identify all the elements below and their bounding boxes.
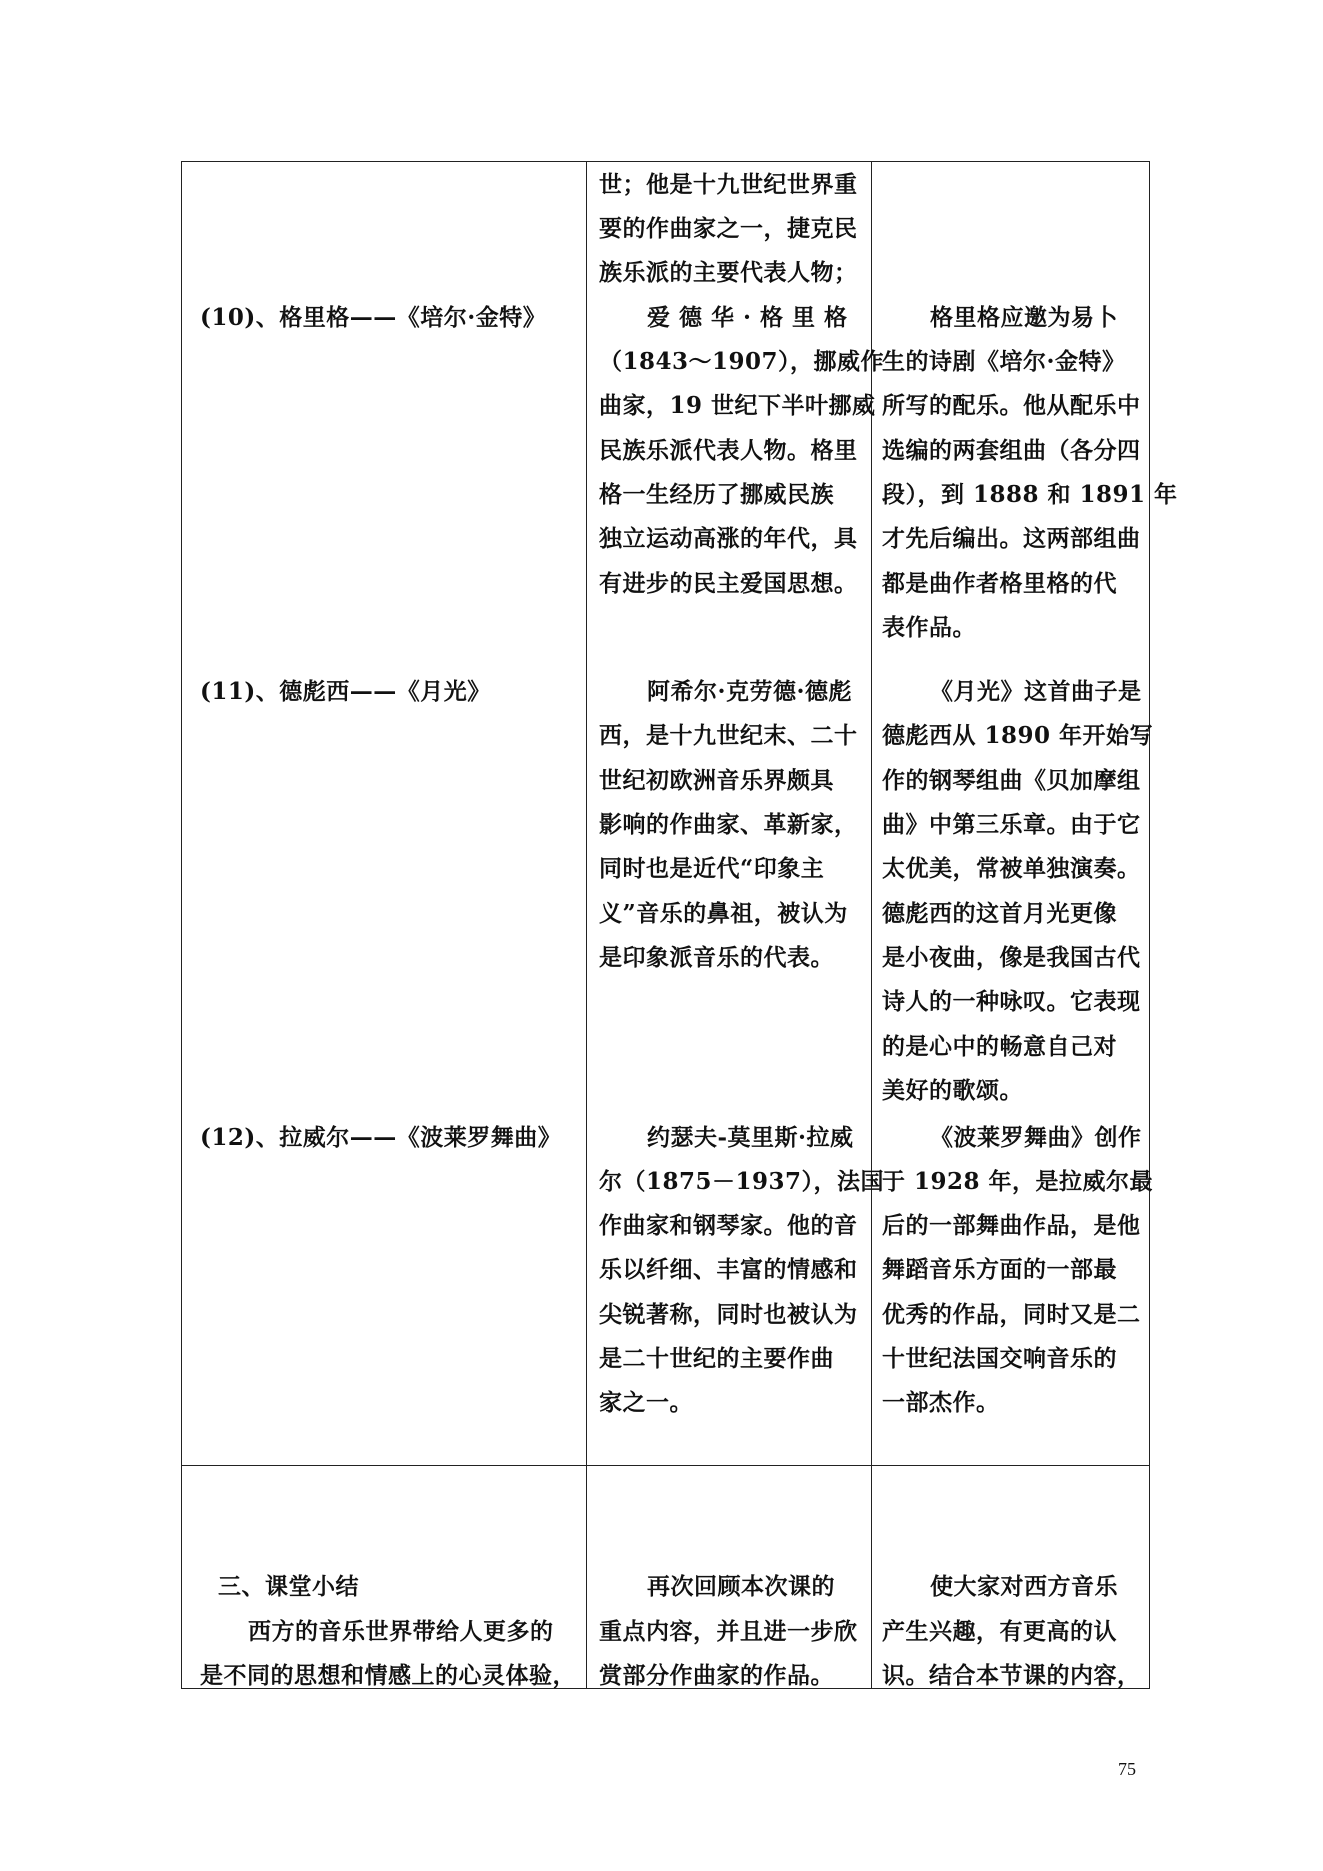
row-12-title: (12)、拉威尔——《波莱罗舞曲》 — [200, 1124, 562, 1151]
work-line: 曲》中第三乐章。由于它 — [882, 811, 1141, 838]
summary-line: 重点内容，并且进一步欣 — [599, 1618, 858, 1645]
work-line: 才先后编出。这两部组曲 — [882, 525, 1141, 552]
work-line: 表作品。 — [882, 614, 976, 641]
work-line: 的是心中的畅意自己对 — [882, 1033, 1117, 1060]
bio-line: 曲家，19 世纪下半叶挪威 — [599, 392, 876, 419]
work-line: 一部杰作。 — [882, 1389, 1000, 1416]
bio-line: 约瑟夫-莫里斯·拉威 — [647, 1124, 854, 1151]
bio-line: 影响的作曲家、革新家， — [599, 811, 858, 838]
bio-line: 同时也是近代“印象主 — [599, 855, 825, 882]
bio-line: 家之一。 — [599, 1389, 693, 1416]
work-line: 诗人的一种咏叹。它表现 — [882, 988, 1141, 1015]
summary-title-cell — [182, 1466, 587, 1689]
summary-line: 产生兴趣，有更高的认 — [882, 1618, 1117, 1645]
work-description-cell — [872, 162, 1178, 1466]
bio-line: 乐以纤细、丰富的情感和 — [599, 1256, 858, 1283]
work-line: 优秀的作品，同时又是二 — [882, 1301, 1141, 1328]
summary-purpose-cell — [872, 1466, 1150, 1689]
bio-line: 义”音乐的鼻祖，被认为 — [599, 900, 848, 927]
work-line: 后的一部舞曲作品，是他 — [882, 1212, 1141, 1239]
work-line: 于 1928 年，是拉威尔最 — [882, 1168, 1154, 1195]
composer-title-cell — [182, 162, 587, 1466]
work-line: 美好的歌颂。 — [882, 1077, 1023, 1104]
work-line: 德彪西从 1890 年开始写 — [882, 722, 1154, 749]
bio-line: 有进步的民主爱国思想。 — [599, 570, 858, 597]
work-line: 所写的配乐。他从配乐中 — [882, 392, 1141, 419]
summary-activity-cell — [587, 1466, 872, 1689]
work-line: 选编的两套组曲（各分四 — [882, 437, 1141, 464]
lesson-table — [181, 161, 1178, 1689]
work-line: 段），到 1888 和 1891 年 — [882, 481, 1178, 508]
work-line: 《月光》这首曲子是 — [930, 678, 1142, 705]
bio-line: 是印象派音乐的代表。 — [599, 944, 834, 971]
bio-line: 阿希尔·克劳德·德彪 — [647, 678, 853, 705]
bio-line: 尖锐著称，同时也被认为 — [599, 1301, 858, 1328]
bio-line: 格一生经历了挪威民族 — [599, 481, 834, 508]
bio-line: 独立运动高涨的年代，具 — [599, 525, 858, 552]
bio-line: 世纪初欧洲音乐界颇具 — [599, 767, 834, 794]
bio-line: 世；他是十九世纪世界重 — [599, 171, 858, 198]
bio-line: 尔（1875－1937），法国 — [599, 1168, 885, 1195]
table-row-composers — [182, 162, 1150, 1466]
table-row-summary — [182, 1466, 1150, 1689]
bio-line: 族乐派的主要代表人物； — [599, 259, 858, 286]
work-line: 《波莱罗舞曲》创作 — [930, 1124, 1142, 1151]
bio-line: 爱 德 华 · 格 里 格 — [647, 304, 848, 331]
summary-heading: 三、课堂小结 — [218, 1573, 359, 1600]
row-10-title: (10)、格里格——《培尔·金特》 — [200, 304, 547, 331]
work-line: 德彪西的这首月光更像 — [882, 900, 1117, 927]
bio-line: 要的作曲家之一，捷克民 — [599, 215, 858, 242]
bio-line: 是二十世纪的主要作曲 — [599, 1345, 834, 1372]
bio-line: 作曲家和钢琴家。他的音 — [599, 1212, 858, 1239]
work-line: 格里格应邀为易卜 — [930, 304, 1118, 331]
bio-line: 民族乐派代表人物。格里 — [599, 437, 858, 464]
summary-line: 识。结合本节课的内容， — [882, 1662, 1141, 1689]
work-line: 都是曲作者格里格的代 — [882, 570, 1117, 597]
work-line: 是小夜曲，像是我国古代 — [882, 944, 1141, 971]
bio-line: 西，是十九世纪末、二十 — [599, 722, 858, 749]
summary-line: 赏部分作曲家的作品。 — [599, 1662, 834, 1689]
summary-line: 使大家对西方音乐 — [930, 1573, 1118, 1600]
work-line: 太优美，常被单独演奏。 — [882, 855, 1141, 882]
composer-bio-cell — [587, 162, 885, 1466]
page-number: 75 — [1118, 1759, 1136, 1779]
row-11-title: (11)、德彪西——《月光》 — [200, 678, 491, 705]
summary-line: 西方的音乐世界带给人更多的 — [248, 1618, 554, 1645]
work-line: 作的钢琴组曲《贝加摩组 — [882, 767, 1141, 794]
summary-line: 是不同的思想和情感上的心灵体验， — [200, 1662, 576, 1689]
summary-line: 再次回顾本次课的 — [647, 1573, 835, 1600]
work-line: 十世纪法国交响音乐的 — [882, 1345, 1117, 1372]
work-line: 舞蹈音乐方面的一部最 — [882, 1256, 1117, 1283]
work-line: 生的诗剧《培尔·金特》 — [882, 348, 1126, 375]
bio-line: （1843～1907），挪威作 — [599, 348, 885, 375]
